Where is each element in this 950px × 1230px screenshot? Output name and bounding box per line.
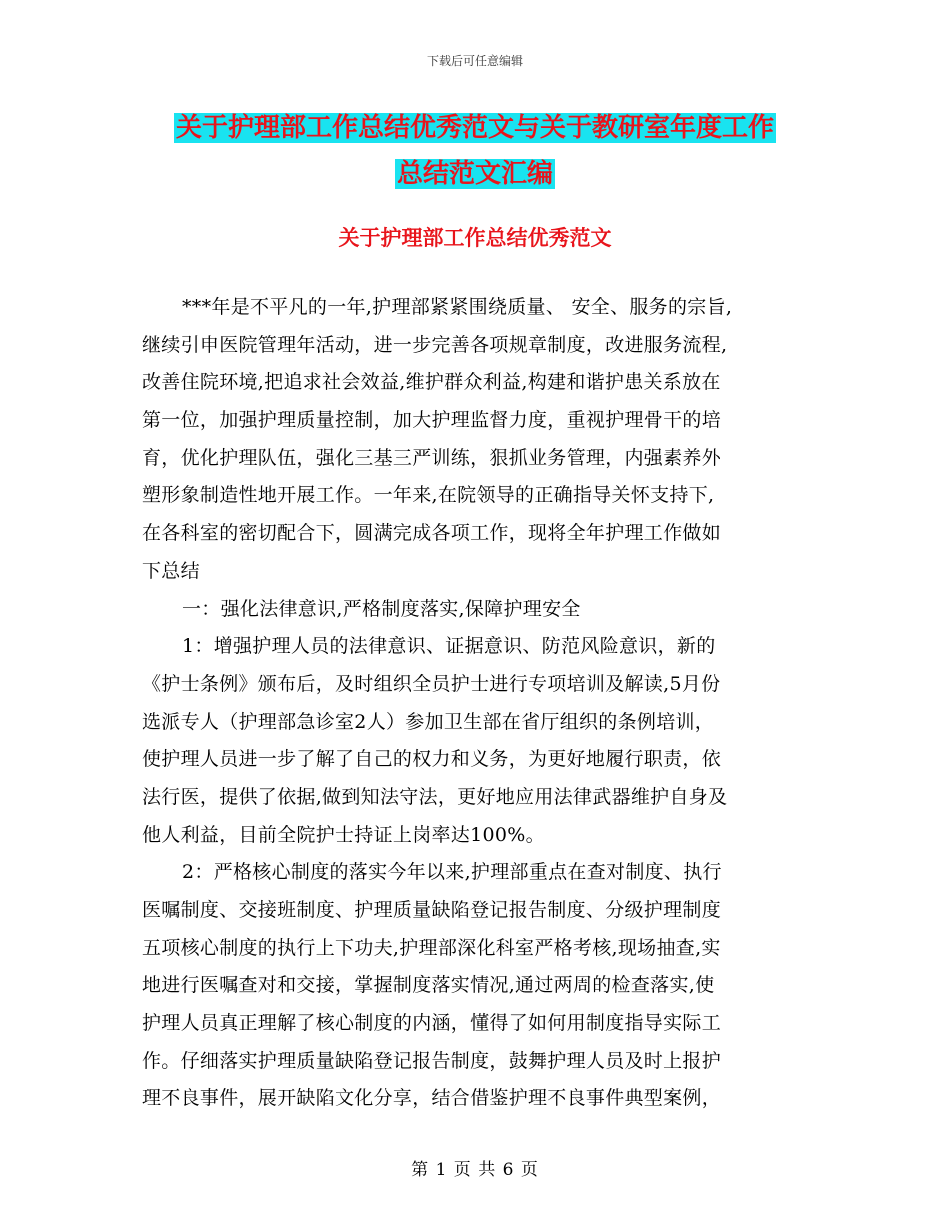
section-heading: 一：强化法律意识,严格制度落实,保障护理安全	[182, 597, 581, 620]
body-line: 第一位，加强护理质量控制，加大护理监督力度，重视护理骨干的培	[142, 409, 722, 432]
body-line: 2：严格核心制度的落实今年以来,护理部重点在查对制度、执行	[182, 861, 722, 884]
body-line: 法行医，提供了依据,做到知法守法，更好地应用法律武器维护自身及	[142, 785, 728, 808]
body-line: 医嘱制度、交接班制度、护理质量缺陷登记报告制度、分级护理制度	[142, 899, 722, 921]
body-line: 育，优化护理队伍，强化三基三严训练，狠抓业务管理，内强素养外	[142, 446, 722, 469]
body-line: 理不良事件，展开缺陷文化分享，结合借鉴护理不良事件典型案例，	[142, 1087, 722, 1110]
body-line: 他人利益，目前全院护士持证上岗率达100%。	[142, 823, 545, 846]
body-line: 1：增强护理人员的法律意识、证据意识、防范风险意识，新的	[182, 635, 716, 658]
document-body	[142, 289, 832, 1118]
body-line: 塑形象制造性地开展工作。一年来,在院领导的正确指导关怀支持下,	[142, 484, 715, 507]
document-title-line-1	[0, 110, 950, 146]
body-line: 继续引申医院管理年活动，进一步完善各项规章制度，改进服务流程,	[142, 333, 728, 356]
document-title-line-2	[0, 156, 950, 192]
body-line: 作。仔细落实护理质量缺陷登记报告制度，鼓舞护理人员及时上报护	[142, 1049, 722, 1072]
body-line: 选派专人（护理部急诊室2人）参加卫生部在省厅组织的条例培训，	[142, 710, 715, 733]
body-line: 改善住院环境,把追求社会效益,维护群众利益,构建和谐护患关系放在	[142, 371, 721, 394]
page-footer: 第 1 页 共 6 页	[411, 1160, 539, 1180]
body-line: 使护理人员进一步了解了自己的权力和义务，为更好地履行职责，依	[142, 748, 722, 771]
header-note: 下载后可任意编辑	[426, 54, 523, 68]
body-line: 五项核心制度的执行上下功夫,护理部深化科室严格考核,现场抽查,实	[142, 936, 721, 959]
title-text-1: 关于护理部工作总结优秀范文与关于教研室年度工作	[175, 113, 774, 143]
body-line: 《护士条例》颁布后，及时组织全员护士进行专项培训及解读,5月份	[142, 672, 721, 695]
body-line: 护理人员真正理解了核心制度的内涵，懂得了如何用制度指导实际工	[142, 1012, 722, 1035]
body-line: 下总结	[142, 559, 200, 582]
body-line: 在各科室的密切配合下，圆满完成各项工作，现将全年护理工作做如	[142, 522, 722, 545]
section-title: 关于护理部工作总结优秀范文	[338, 226, 612, 250]
body-line: ***年是不平凡的一年,护理部紧紧围绕质量、 安全、服务的宗旨,	[182, 296, 733, 318]
title-text-2: 总结范文汇编	[396, 159, 553, 189]
body-line: 地进行医嘱查对和交接，掌握制度落实情况,通过两周的检查落实,使	[142, 974, 715, 997]
